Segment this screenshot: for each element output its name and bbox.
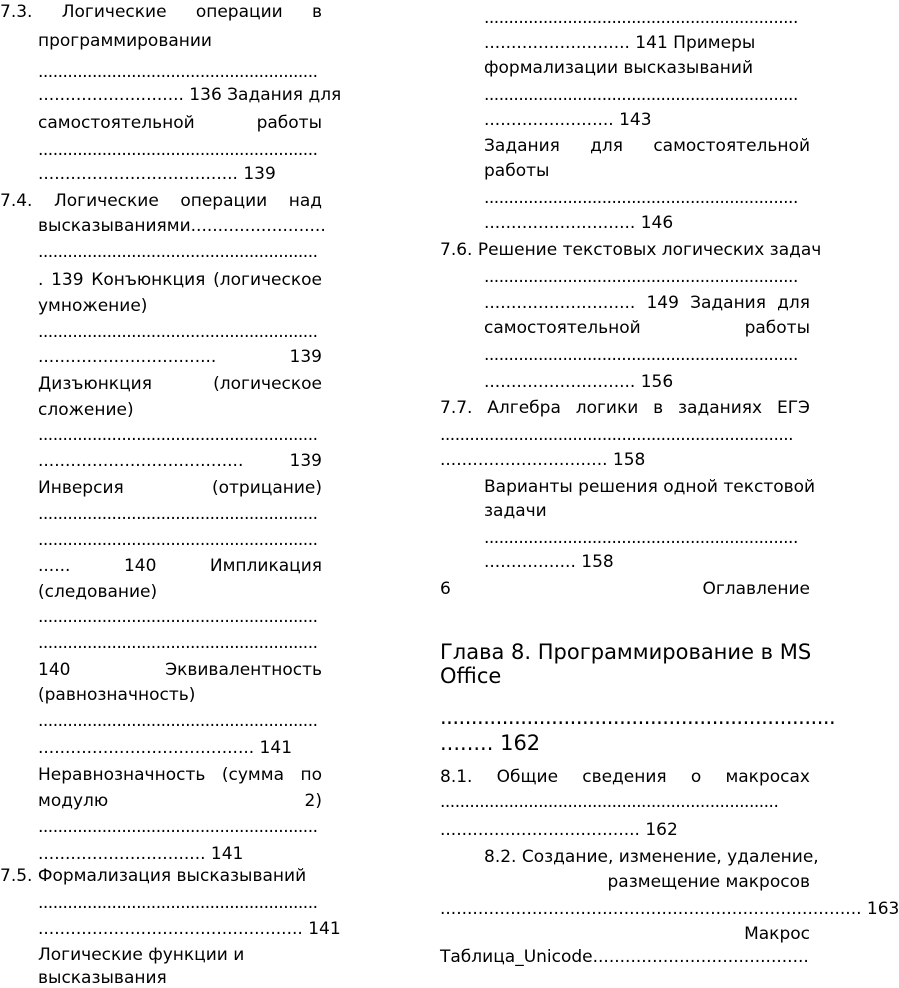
toc-left-word: (логическое xyxy=(213,270,322,290)
toc-left-word: 139 xyxy=(289,347,322,367)
toc-right-word: в xyxy=(653,398,664,418)
toc-right-line: ........................ 143 xyxy=(484,110,652,130)
toc-right-line: Office xyxy=(440,664,502,688)
toc-left-word: (отрицание) xyxy=(211,478,322,498)
toc-right-line xyxy=(440,579,810,599)
toc-left-word: (логическое xyxy=(213,374,322,394)
toc-left-word: (сумма xyxy=(221,765,284,785)
toc-left-word: 140 xyxy=(38,660,71,680)
toc-left-word: . xyxy=(38,270,44,290)
toc-left-line: программировании xyxy=(38,31,212,51)
toc-right-line xyxy=(484,293,810,313)
toc-right-word: 149 xyxy=(646,293,679,313)
toc-left-word: Логические xyxy=(53,191,159,211)
toc-right-word: заданиях xyxy=(678,398,763,418)
toc-left-word: над xyxy=(288,191,322,211)
toc-left-line: ..................................... 139 xyxy=(38,164,276,184)
toc-left-word: Неравнозначность xyxy=(38,765,206,785)
toc-right-word: 7.7. xyxy=(440,398,473,418)
toc-left-line xyxy=(38,347,322,367)
toc-left-word: Инверсия xyxy=(38,478,124,498)
toc-right-line: Таблица_Unicode........................................ xyxy=(440,947,809,967)
toc-right-word: сведения xyxy=(582,767,667,787)
toc-right-word: о xyxy=(690,767,702,787)
toc-left-word: 140 xyxy=(123,556,157,576)
toc-left-line xyxy=(38,478,322,498)
toc-left-word: работы xyxy=(256,113,322,133)
toc-right-line xyxy=(440,767,810,787)
toc-left-line xyxy=(38,765,322,785)
toc-right-line: ................................................................ xyxy=(484,528,798,548)
toc-left-line: высказываниями......................... xyxy=(38,216,326,236)
toc-left-line: (равнозначность) xyxy=(38,685,196,705)
toc-right-word: Оглавление xyxy=(702,579,810,599)
toc-right-line: 8.2. Создание, изменение, удаление, xyxy=(484,847,819,867)
toc-right-line xyxy=(484,318,810,338)
toc-left-line: Логические функции и xyxy=(38,945,245,965)
toc-right-word: ЕГЭ xyxy=(776,398,810,418)
toc-right-word: 6 xyxy=(440,579,451,599)
toc-left-line: ......................................................... xyxy=(38,711,318,731)
toc-left-word: 2) xyxy=(304,791,322,811)
toc-left-word: операции xyxy=(180,191,268,211)
toc-left-word: в xyxy=(311,2,322,22)
toc-left-line xyxy=(0,191,322,211)
toc-left-line: ......................................................... xyxy=(38,425,318,445)
toc-left-line xyxy=(0,2,322,22)
toc-left-line xyxy=(38,270,322,290)
toc-right-line: задачи xyxy=(484,501,547,521)
toc-left-word: ................................. xyxy=(38,347,217,367)
toc-right-line: Варианты решения одной текстовой xyxy=(484,477,816,497)
toc-right-line: ................................................................ xyxy=(484,267,798,287)
toc-left-word: Логические xyxy=(61,2,167,22)
toc-left-line: (следование) xyxy=(38,582,158,602)
toc-right-line: ................................................................ xyxy=(484,85,798,105)
toc-right-line: работы xyxy=(484,161,550,181)
toc-right-line: Макрос xyxy=(744,924,810,944)
toc-left-word: Конъюнкция xyxy=(91,270,206,290)
toc-right-line: ............................ 146 xyxy=(484,213,674,233)
toc-left-word: Эквивалентность xyxy=(165,660,322,680)
toc-right-line: формализации высказываний xyxy=(484,58,753,78)
toc-right-word: Задания xyxy=(690,293,766,313)
toc-left-word: 139 xyxy=(289,451,322,471)
toc-right-line: ............................... 158 xyxy=(440,450,646,470)
toc-right-line: ........................... 141 Примеры xyxy=(484,33,756,53)
toc-left-line: ......................................................... xyxy=(38,504,318,524)
toc-left-line: ......................................................... xyxy=(38,322,318,342)
toc-left-line xyxy=(38,113,322,133)
toc-left-word: ...... xyxy=(38,556,71,576)
toc-left-word: Импликация xyxy=(209,556,322,576)
toc-left-word: 7.3. xyxy=(0,2,33,22)
toc-right-word: Общие xyxy=(496,767,559,787)
toc-right-line: ................................................................ xyxy=(484,188,798,208)
toc-left-line xyxy=(38,791,322,811)
toc-right-word: самостоятельной xyxy=(484,318,641,338)
toc-right-line: .............................................................................. 163 xyxy=(440,899,899,919)
toc-right-word: работы xyxy=(744,318,810,338)
toc-right-word: логики xyxy=(575,398,639,418)
toc-right-line: ............................ 156 xyxy=(484,372,674,392)
toc-left-word: 139 xyxy=(51,270,84,290)
toc-right-word: ............................ xyxy=(484,293,636,313)
toc-right-line: ................................................................ xyxy=(484,345,798,365)
toc-left-line: ......................................................... xyxy=(38,140,318,160)
toc-right-line xyxy=(484,136,810,156)
toc-right-line: Глава 8. Программирование в MS xyxy=(440,640,812,664)
toc-right-line xyxy=(440,398,810,418)
toc-right-line: ........................................................................ xyxy=(440,425,794,445)
toc-right-word: Алгебра xyxy=(487,398,561,418)
toc-left-word: 7.4. xyxy=(0,191,33,211)
toc-left-line: ........................... 136 Задания для xyxy=(38,85,342,105)
toc-left-line: ......................................................... xyxy=(38,893,318,913)
toc-left-line: 7.5. Формализация высказываний xyxy=(0,866,307,886)
toc-left-line: высказывания xyxy=(38,968,167,988)
toc-right-line: 7.6. Решение текстовых логических задач xyxy=(440,240,822,260)
toc-left-word: Дизъюнкция xyxy=(38,374,152,394)
toc-left-word: самостоятельной xyxy=(38,113,195,133)
toc-right-line: ................................................................ xyxy=(440,705,836,729)
toc-left-word: операции xyxy=(195,2,283,22)
toc-right-word: 8.1. xyxy=(440,767,473,787)
toc-left-line: ......................................................... xyxy=(38,530,318,550)
toc-left-word: ...................................... xyxy=(38,451,244,471)
toc-right-line: ................................................................ xyxy=(484,8,798,28)
toc-left-line: ......................................................... xyxy=(38,607,318,627)
toc-left-line: ............................... 141 xyxy=(38,844,244,864)
toc-left-line xyxy=(38,556,322,576)
toc-right-word: макросах xyxy=(725,767,810,787)
toc-right-line: ..................................................................... xyxy=(440,792,779,812)
toc-left-word: модулю xyxy=(38,791,109,811)
toc-right-line: ................. 158 xyxy=(484,552,614,572)
toc-right-word: для xyxy=(777,293,810,313)
toc-left-line: ................................................. 141 xyxy=(38,919,341,939)
toc-right-word: Задания xyxy=(484,136,560,156)
toc-left-line xyxy=(38,374,322,394)
toc-left-line: ......................................................... xyxy=(38,817,318,837)
toc-left-line: сложение) xyxy=(38,400,134,420)
toc-left-word: по xyxy=(300,765,322,785)
toc-left-line: ........................................ 141 xyxy=(38,738,293,758)
toc-left-line xyxy=(38,451,322,471)
toc-left-line: умножение) xyxy=(38,296,148,316)
toc-right-line: ..................................... 162 xyxy=(440,820,678,840)
toc-right-word: самостоятельной xyxy=(653,136,810,156)
toc-right-line: ........ 162 xyxy=(440,731,541,755)
toc-left-line: ......................................................... xyxy=(38,242,318,262)
toc-right-line: размещение макросов xyxy=(607,872,810,892)
toc-left-line xyxy=(38,660,322,680)
toc-right-word: для xyxy=(590,136,624,156)
toc-left-line: ......................................................... xyxy=(38,62,318,82)
toc-left-line: ......................................................... xyxy=(38,633,318,653)
